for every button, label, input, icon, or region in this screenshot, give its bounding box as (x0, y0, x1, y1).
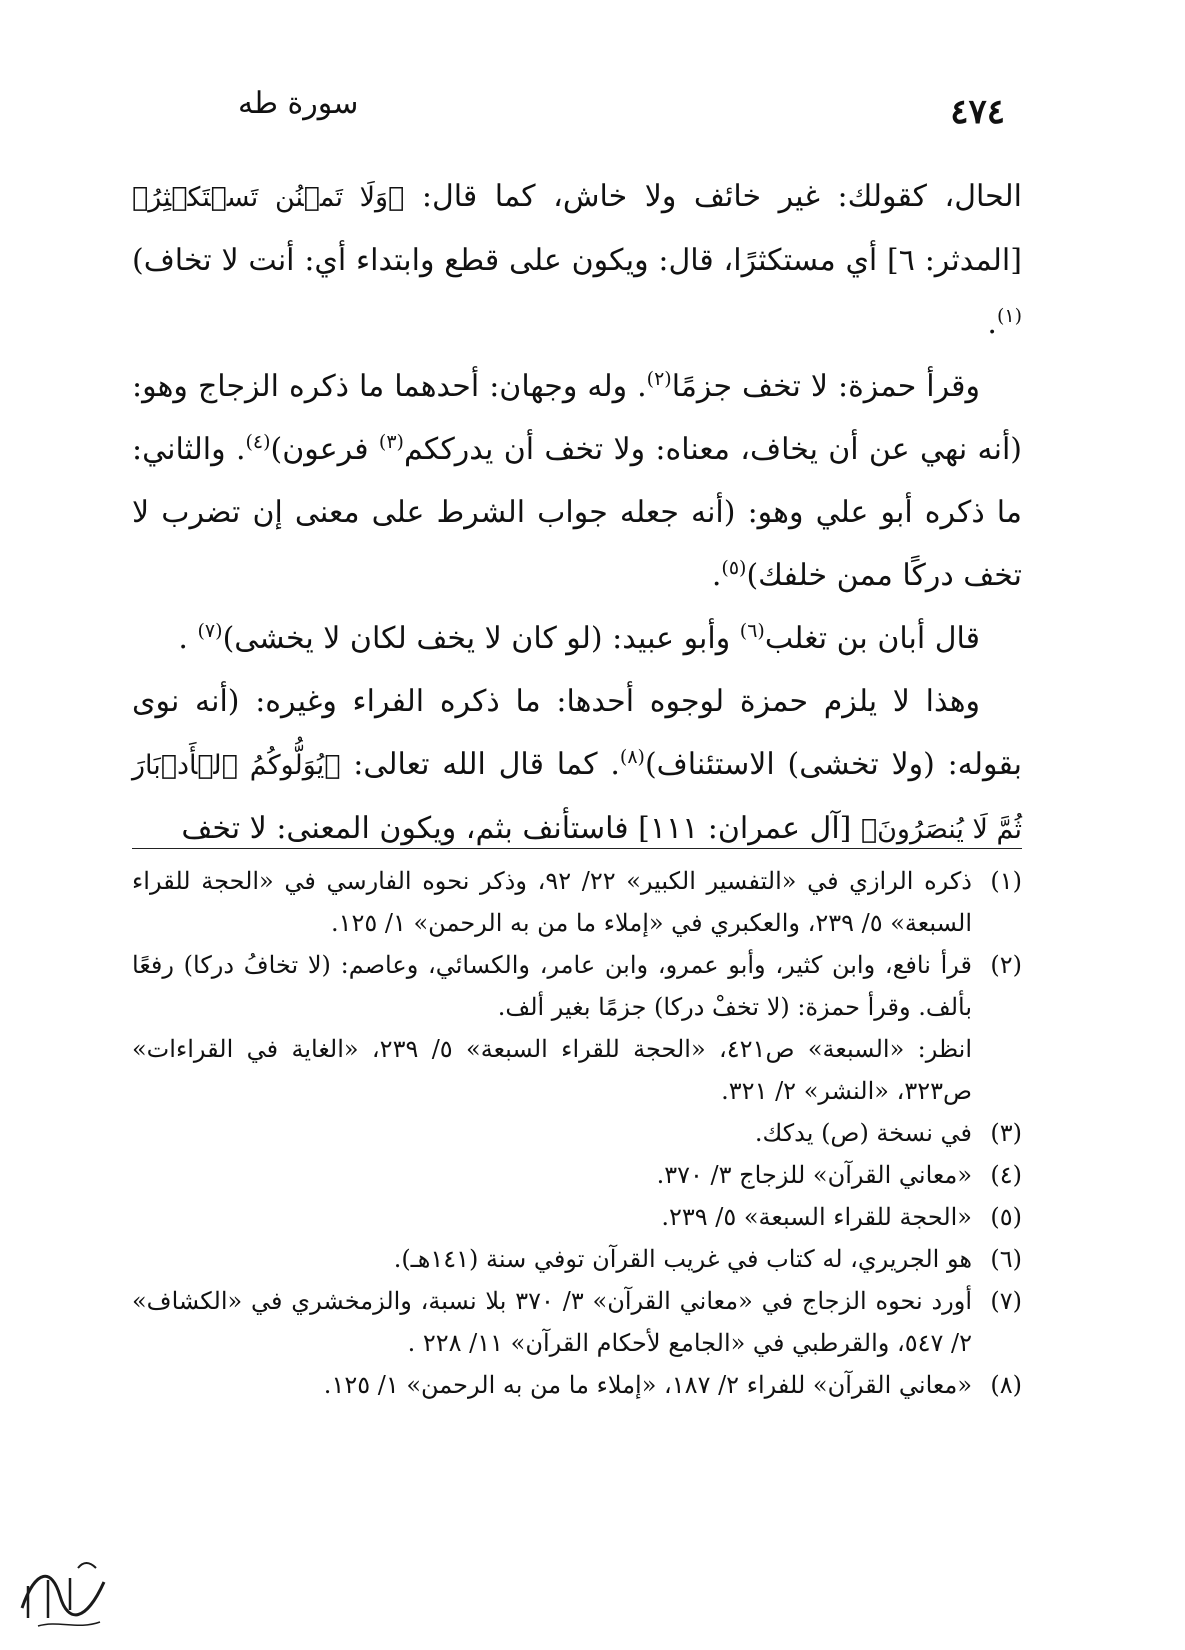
footnote (132, 860, 1022, 944)
footnote-ref: (٣) (378, 431, 404, 453)
footnote (132, 1154, 1022, 1196)
text-run: الحال، كقولك: غير خائف ولا خاش، كما قال: (404, 179, 1022, 214)
footnote (132, 1280, 1022, 1364)
footnote-ref: (٢) (646, 368, 672, 390)
footnote-ref: (٦) (739, 620, 765, 642)
footnote-number: (٦) (990, 1245, 1022, 1273)
footnote-text: هو الجريري، له كتاب في غريب القرآن توفي سنة (١٤١هـ). (393, 1245, 972, 1273)
body-paragraph (132, 607, 1022, 670)
text-run: قال أبان بن تغلب (764, 621, 980, 656)
footnote (132, 944, 1022, 1028)
main-text (132, 165, 1022, 861)
library-stamp-logo (8, 1538, 118, 1634)
text-run: [المدثر: ٦] أي مستكثرًا، قال: ويكون على قطع وابتداء أي: أنت لا تخاف) (132, 243, 1022, 278)
footnote (132, 1112, 1022, 1154)
footnote-number: (٢) (990, 951, 1022, 979)
footnote-separator (132, 848, 1022, 849)
footnote-number: (١) (990, 867, 1022, 895)
footnote-text: في نسخة (ص) يدكك. (754, 1119, 972, 1147)
footnote-text: أورد نحوه الزجاج في «معاني القرآن» ٣/ ٣٧٠ بلا نسبة، والزمخشري في «الكشاف» ٢/ ٥٤٧، والقرطبي في «الجامع لأحكام القرآن» ١١/ ٢٢٨ . (132, 1287, 972, 1357)
text-run: فرعون) (270, 432, 379, 467)
footnote-text: «معاني القرآن» للزجاج ٣/ ٣٧٠. (656, 1161, 972, 1189)
footnote-ref: (٨) (619, 746, 645, 768)
surah-title: سورة طه (238, 86, 359, 121)
text-run: . (987, 306, 997, 341)
text-run: وهذا لا يلزم حمزة لوجوه أحدها: ما ذكره الفراء وغيره: (أنه نوى بقوله: (ولا تخشى) الاستئناف) (132, 684, 1023, 782)
text-run: . (711, 558, 722, 593)
body-paragraph (132, 165, 1022, 355)
footnotes (132, 860, 1022, 1406)
text-run: . كما قال الله تعالى: (340, 747, 620, 782)
footnote-number: (٥) (990, 1203, 1022, 1231)
footnote-text: «معاني القرآن» للفراء ٢/ ١٨٧، «إملاء ما من به الرحمن» ١/ ١٢٥. (323, 1371, 972, 1399)
text-run: وقرأ حمزة: لا تخف جزمًا (671, 369, 980, 404)
text-run: . (178, 621, 198, 656)
text-run: . وله وجهان: أحدهما ما ذكره الزجاج وهو: (أنه نهي عن أن يخاف، معناه: ولا تخف أن يدرككم (132, 369, 1022, 467)
page-number: ٤٧٤ (950, 92, 1005, 132)
running-header (0, 72, 1185, 132)
footnote (132, 1364, 1022, 1406)
text-run: . والثاني: ما ذكره أبو علي وهو: (أنه جعله جواب الشرط على معنى إن تضرب لا تخف دركًا ممن خلفك) (132, 432, 1022, 593)
footnote-text: ذكره الرازي في «التفسير الكبير» ٢٢/ ٩٢، وذكر نحوه الفارسي في «الحجة للقراء السبعة» ٥/ ٢٣٩، والعكبري في «إملاء ما من به الرحمن» ١/ ١٢٥. (132, 867, 972, 937)
footnote-number: (٧) (990, 1287, 1022, 1315)
text-run: [آل عمران: ١١١] فاستأنف بثم، ويكون المعنى: لا تخف (181, 811, 861, 846)
footnote (132, 1028, 1022, 1112)
footnote-number: (٨) (990, 1371, 1022, 1399)
footnote-number: (٣) (990, 1119, 1022, 1147)
text-run: وأبو عبيد: (لو كان لا يخف لكان لا يخشى) (222, 621, 740, 656)
footnote-number (972, 1028, 1022, 1112)
quran-verse: ﴿يُوَلُّوكُمُ ٱلۡأَدۡبَارَ ثُمَّ لَا يُنصَرُونَ﴾ (132, 750, 1022, 845)
footnote-text: انظر: «السبعة» ص٤٢١، «الحجة للقراء السبعة» ٥/ ٢٣٩، «الغاية في القراءات» ص٣٢٣، «النشر» ٢/ ٣٢١. (132, 1035, 972, 1105)
footnote-text: «الحجة للقراء السبعة» ٥/ ٢٣٩. (661, 1203, 972, 1231)
body-paragraph (132, 670, 1022, 861)
footnote-ref: (٧) (197, 620, 223, 642)
footnote-ref: (٥) (721, 557, 747, 579)
body-paragraph (132, 355, 1022, 607)
footnote-ref: (١) (996, 305, 1022, 327)
quran-verse: ﴿وَلَا تَمۡنُن تَسۡتَكۡثِرُ﴾ (132, 182, 405, 213)
footnote (132, 1238, 1022, 1280)
footnote-text: قرأ نافع، وابن كثير، وأبو عمرو، وابن عامر، والكسائي، وعاصم: (لا تخافُ دركا) رفعًا بألف. وقرأ حمزة: (لا تخفْ دركا) جزمًا بغير ألف. (132, 951, 972, 1021)
footnote-ref: (٤) (245, 431, 271, 453)
footnote-number: (٤) (990, 1161, 1022, 1189)
footnote (132, 1196, 1022, 1238)
